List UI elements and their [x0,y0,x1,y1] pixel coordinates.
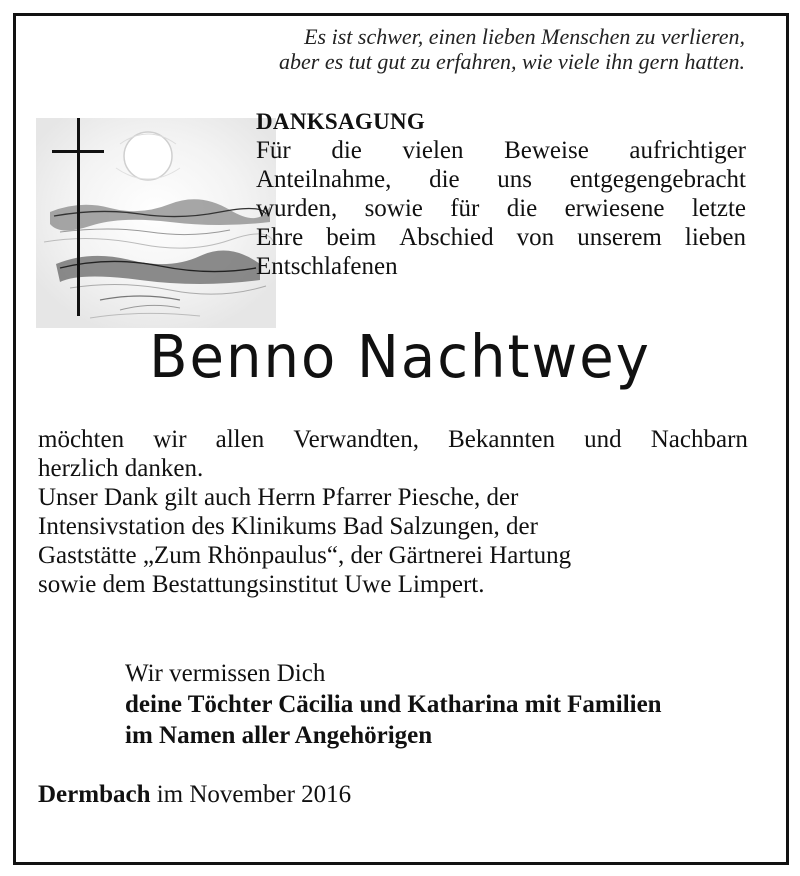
word: Bekannten [448,426,556,453]
deceased-name: Benno Nachtwey [149,323,651,392]
quote-line-2: aber es tut gut zu erfahren, wie viele ihn gern hatten. [279,49,745,74]
body-line-4: Intensivstation des Klinikums Bad Salzungen, der [38,513,538,540]
thanks-body [38,425,748,599]
word: lieben [684,224,746,251]
word: Nachbarn [650,426,748,453]
word: aufrichtiger [629,137,746,164]
intro-line-3 [256,194,746,223]
word: letzte [691,195,746,222]
cross-landscape-sketch-icon [30,104,280,334]
word: Verwandten, [293,426,419,453]
body-line-6: sowie dem Bestattungsinstitut Uwe Limpert. [38,571,485,598]
intro-line-5: Entschlafenen [256,253,398,280]
place-date [38,780,351,810]
word: die [506,195,538,222]
word: erwiesene [564,195,665,222]
word: Abschied [399,224,494,251]
word: Ehre [256,224,304,251]
closing-relatives: im Namen aller Angehörigen [125,722,433,749]
word: uns [497,166,533,193]
word: die [331,137,362,164]
word: Für [256,137,291,164]
word: Beweise [504,137,589,164]
word: und [584,426,622,453]
word: allen [215,426,265,453]
intro-line-1 [256,136,746,165]
body-line-1 [38,425,748,454]
word: möchten [38,426,125,453]
word: wurden, [256,195,338,222]
memorial-quote [205,24,745,74]
word: Anteilnahme, [256,166,392,193]
closing-block [125,658,765,751]
word: entgegengebracht [569,166,746,193]
closing-signatories: deine Töchter Cäcilia und Katharina mit Familien [125,691,662,718]
body-line-2: herzlich danken. [38,455,204,482]
body-line-3: Unser Dank gilt auch Herrn Pfarrer Piesche, der [38,484,519,511]
notice-date: im November 2016 [156,781,352,808]
word: unserem [577,224,662,251]
word: die [429,166,460,193]
word: für [450,195,480,222]
intro-line-4 [256,223,746,252]
word: wir [153,426,187,453]
body-line-5: Gaststätte „Zum Rhönpaulus“, der Gärtnerei Hartung [38,542,572,569]
quote-line-1: Es ist schwer, einen lieben Menschen zu verlieren, [304,24,745,49]
intro-line-2 [256,165,746,194]
closing-line-1: Wir vermissen Dich [125,660,326,687]
word: sowie [364,195,423,222]
word: beim [326,224,377,251]
section-heading: DANKSAGUNG [256,109,426,134]
word: von [516,224,555,251]
town-name: Dermbach [38,781,151,808]
thanks-intro [256,107,746,281]
word: vielen [402,137,464,164]
